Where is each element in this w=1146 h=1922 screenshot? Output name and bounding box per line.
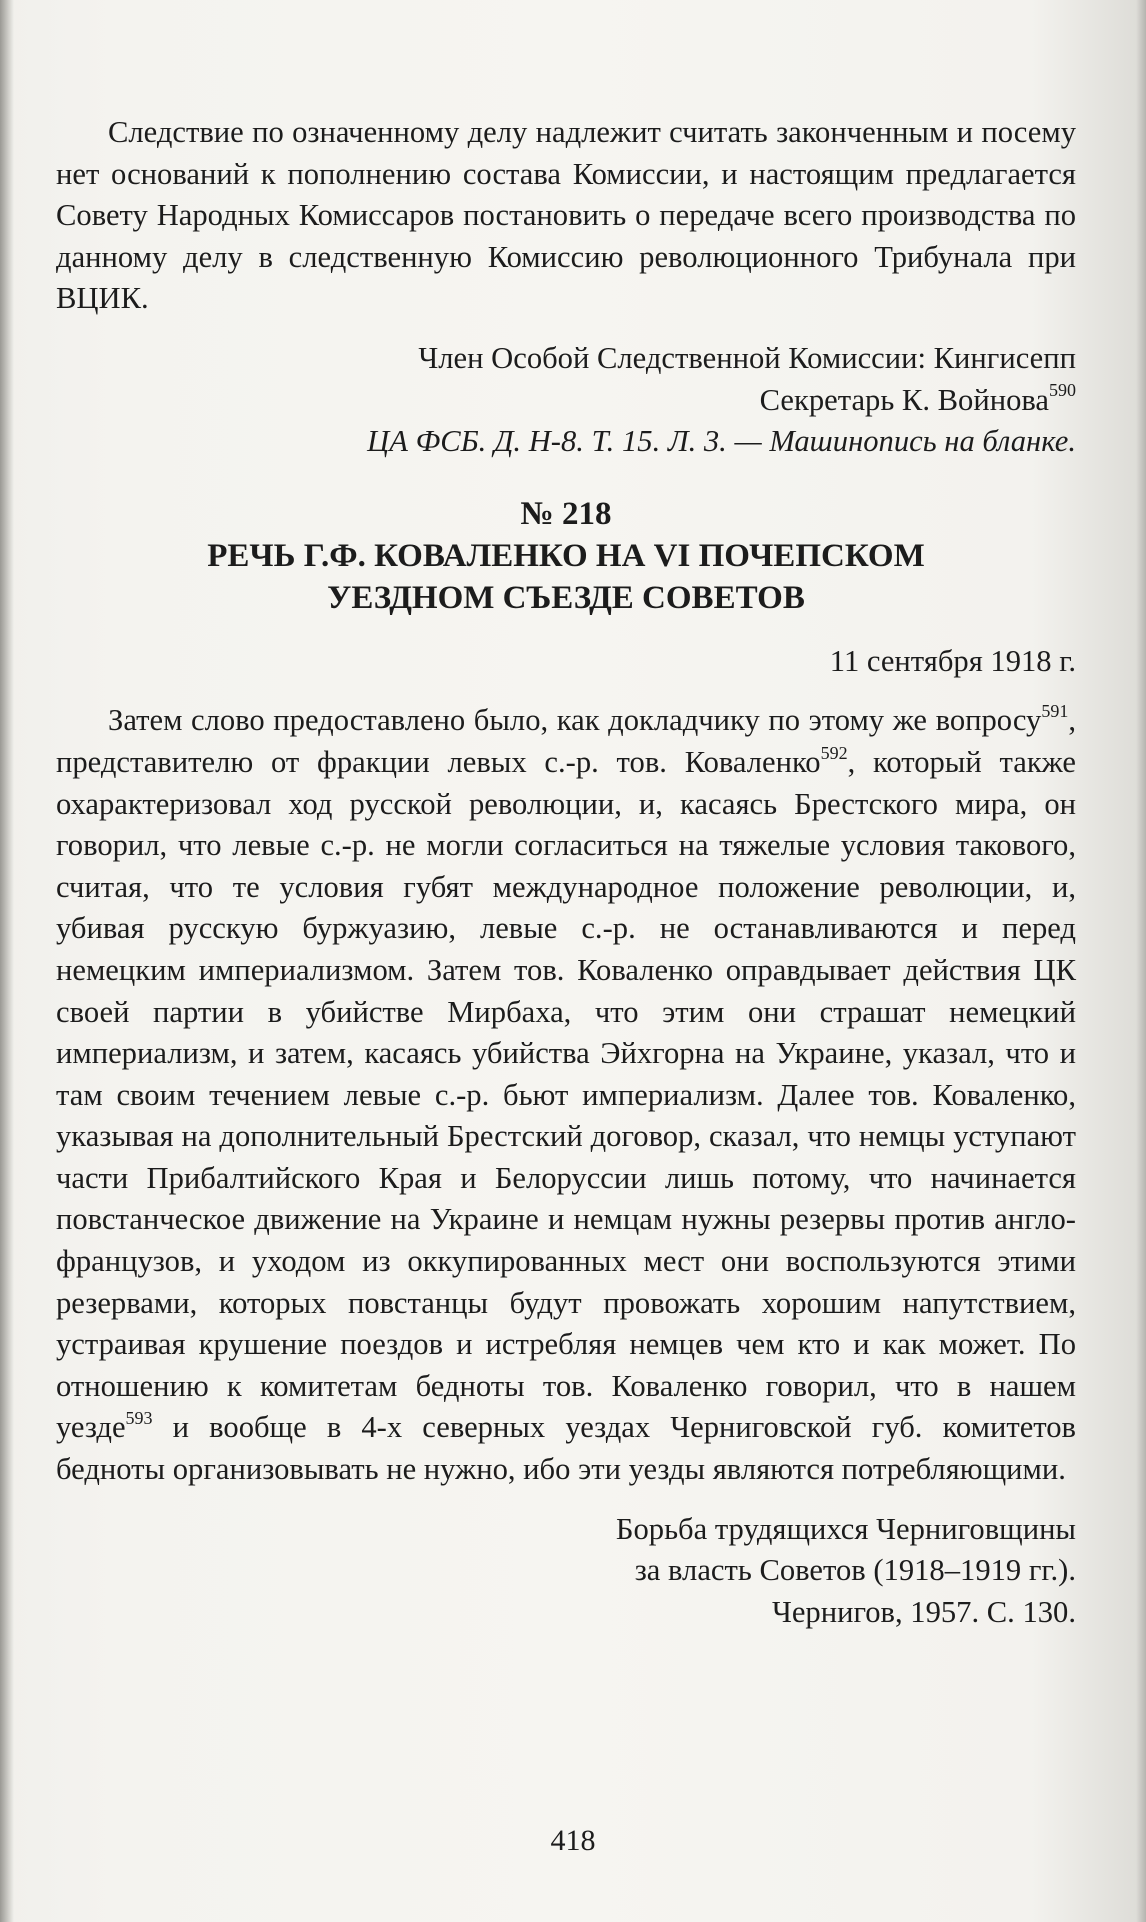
signature-secretary-text: Секретарь К. Войнова xyxy=(759,382,1049,417)
spacer xyxy=(56,1491,1076,1509)
source-line-3: Чернигов, 1957. С. 130. xyxy=(771,1594,1076,1629)
page-content xyxy=(56,112,1076,1633)
speech-paragraph xyxy=(56,700,1076,1490)
footnote-ref-593: 593 xyxy=(125,1408,153,1429)
document-date: 11 сентября 1918 г. xyxy=(829,643,1076,678)
spacer xyxy=(56,320,1076,338)
page-edge-shadow xyxy=(1136,0,1146,1922)
source-line-1: Борьба трудящихся Черниговщины xyxy=(615,1511,1076,1546)
source-line-2: за власть Советов (1918–1919 гг.). xyxy=(634,1553,1076,1588)
page-binding-shadow xyxy=(0,0,14,1922)
document-title-line-1: РЕЧЬ Г.Ф. КОВАЛЕНКО НА VI ПОЧЕПСКОМ xyxy=(207,537,925,574)
page-number: 418 xyxy=(550,1824,596,1857)
speech-segment-4: и вообще в 4-х северных уездах Черниговской губ. комитетов бедноты организовывать не нужно, ибо эти уезды являются потребляющими. xyxy=(56,1410,1076,1487)
signature-secretary xyxy=(56,380,1076,422)
speech-segment-2: , представителю от фракции левых с.-р. тов. Коваленко xyxy=(56,703,1076,779)
document-number: № 218 xyxy=(520,495,612,532)
intro-paragraph: Следствие по означенному делу надлежит считать законченным и посему нет оснований к пополнению состава Комиссии, и настоящим предлагается Совету Народных Комиссаров постановить о передаче всего производства по данному делу в следственную Комиссию революционного Трибунала при ВЦИК. xyxy=(56,115,1076,316)
footnote-ref-592: 592 xyxy=(820,742,848,763)
archive-reference: ЦА ФСБ. Д. Н-8. Т. 15. Л. 3. — Машинопись на бланке. xyxy=(367,424,1076,459)
speech-segment-3: , который также охарактеризовал ход русской революции, и, касаясь Брестского мира, он говорил, что левые с.-р. не могли согласиться на тяжелые условия такового, считая, что те условия губят международное положение революции, и, убивая русскую буржуазию, левые с.-р. не останавливаются и перед немецким империализмом. Затем тов. Коваленко оправдывает действия ЦК своей партии в убийстве Мирбаха, что этим они страшат немецкий империализм, и затем, касаясь убийства Эйхгорна на Украине, указал, что и там своим течением левые с.-р. бьют империализм. Далее тов. Коваленко, указывая на дополнительный Брестский договор, сказал, что немцы уступают части Прибалтийского Края и Белоруссии лишь потому, что начинается повстанческое движение на Украине и немцам нужны резервы против англо-французов, и уходом из оккупированных мест они воспользуются этими резервами, которых повстанцы будут провожать хорошим напутствием, устраивая крушение поездов и истребляя немцев чем кто и как может. По отношению к комитетам бедноты тов. Коваленко говорил, что в нашем уезде xyxy=(56,744,1076,1445)
signature-member: Член Особой Следственной Комиссии: Кингисепп xyxy=(418,340,1076,375)
document-title-line-2: УЕЗДНОМ СЪЕЗДЕ СОВЕТОВ xyxy=(327,579,805,616)
footnote-ref-590: 590 xyxy=(1049,380,1076,401)
speech-segment-1: Затем слово предоставлено было, как докладчику по этому же вопросу xyxy=(108,703,1042,738)
footnote-ref-591: 591 xyxy=(1041,701,1069,722)
